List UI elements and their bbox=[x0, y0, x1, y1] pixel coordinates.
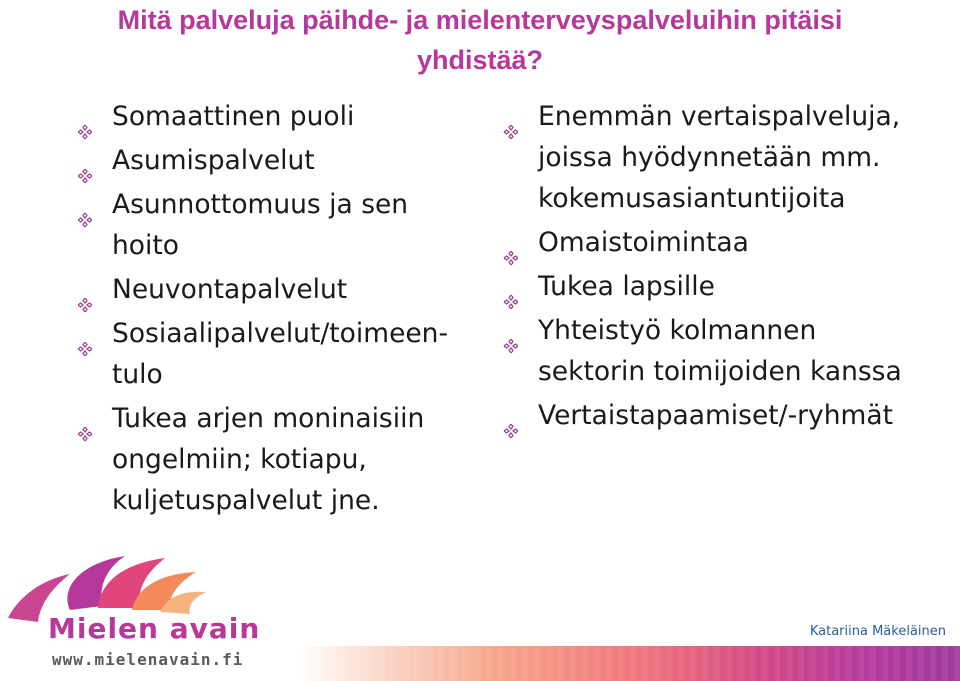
list-item bbox=[78, 313, 458, 395]
diamond-bullet-icon bbox=[78, 412, 92, 426]
slide-title bbox=[40, 0, 920, 80]
list-item bbox=[78, 269, 458, 310]
diamond-bullet-icon bbox=[504, 236, 518, 250]
list-item-text: Asunnottomuus ja sen hoito bbox=[112, 189, 409, 261]
footer-bar-texture bbox=[300, 646, 960, 681]
slide-title-line2: yhdistää? bbox=[416, 45, 544, 75]
list-item bbox=[78, 140, 458, 181]
left-column bbox=[78, 96, 458, 524]
list-item bbox=[504, 266, 924, 307]
list-item-text: Somaattinen puoli bbox=[112, 101, 355, 132]
list-item bbox=[504, 96, 924, 219]
list-item-text: Tukea lapsille bbox=[538, 271, 715, 302]
diamond-bullet-icon bbox=[78, 154, 92, 168]
diamond-bullet-icon bbox=[78, 198, 92, 212]
list-item-text: Neuvontapalvelut bbox=[112, 274, 348, 305]
list-item bbox=[504, 310, 924, 392]
right-bullet-list bbox=[504, 96, 924, 436]
author-name: Katariina Mäkeläinen bbox=[809, 624, 946, 639]
diamond-bullet-icon bbox=[504, 110, 518, 124]
logo-name: Mielen avain bbox=[48, 612, 261, 645]
list-item-text: Tukea arjen moninaisiin ongelmiin; kotiapu, kuljetuspalvelut jne. bbox=[112, 403, 425, 516]
list-item bbox=[78, 398, 458, 521]
list-item-text: Vertaistapaamiset/-ryhmät bbox=[538, 400, 893, 431]
left-bullet-list bbox=[78, 96, 458, 521]
list-item-text: Sosiaalipalvelut/toimeen-tulo bbox=[112, 318, 449, 390]
diamond-bullet-icon bbox=[78, 110, 92, 124]
slide-title-line1: Mitä palveluja päihde- ja mielenterveyspalveluihin pitäisi bbox=[117, 5, 843, 35]
list-item bbox=[504, 222, 924, 263]
diamond-bullet-icon bbox=[78, 327, 92, 341]
list-item-text: Asumispalvelut bbox=[112, 145, 315, 176]
right-column bbox=[504, 96, 924, 439]
list-item-text: Omaistoimintaa bbox=[538, 227, 749, 258]
list-item-text: Yhteistyö kolmannen sektorin toimijoiden kanssa bbox=[538, 315, 902, 387]
logo-url[interactable]: www.mielenavain.fi bbox=[52, 650, 244, 669]
list-item bbox=[78, 96, 458, 137]
diamond-bullet-icon bbox=[78, 283, 92, 297]
diamond-bullet-icon bbox=[504, 324, 518, 338]
diamond-bullet-icon bbox=[504, 280, 518, 294]
list-item bbox=[78, 184, 458, 266]
list-item bbox=[504, 395, 924, 436]
diamond-bullet-icon bbox=[504, 409, 518, 423]
list-item-text: Enemmän vertaispalveluja, joissa hyödynnetään mm. kokemusasiantuntijoita bbox=[538, 101, 901, 214]
